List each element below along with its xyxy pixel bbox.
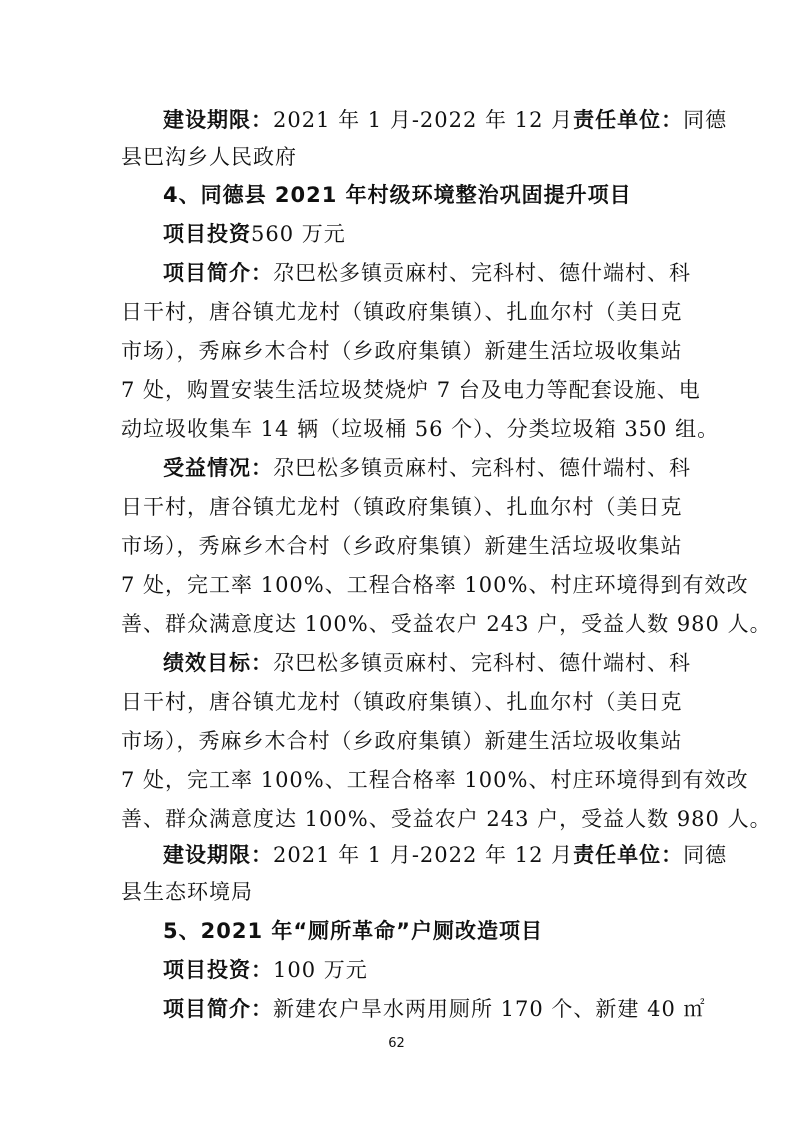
line-text: 动垃圾收集车 14 辆（垃圾桶 56 个）、分类垃圾箱 350 组。 bbox=[121, 417, 720, 441]
line-text: 县巴沟乡人民政府 bbox=[121, 145, 297, 169]
field-label: 建设期限： bbox=[163, 108, 273, 132]
paragraph-line bbox=[163, 258, 691, 288]
paragraph-line bbox=[163, 994, 706, 1024]
paragraph-line bbox=[121, 531, 683, 561]
line-text: 7 处，购置安装生活垃圾焚烧炉 7 台及电力等配套设施、电 bbox=[121, 378, 701, 402]
heading-text: 4、同德县 2021 年村级环境整治巩固提升项目 bbox=[163, 183, 632, 207]
line-text: 7 处，完工率 100%、工程合格率 100%、村庄环境得到有效改 bbox=[121, 768, 749, 792]
paragraph-line bbox=[121, 726, 683, 756]
field-label: 受益情况： bbox=[163, 456, 273, 480]
paragraph-line bbox=[121, 877, 253, 907]
line-text: 日干村，唐谷镇尤龙村（镇政府集镇）、扎血尔村（美日克 bbox=[121, 690, 683, 714]
field-label: 项目投资： bbox=[163, 958, 273, 982]
field-value: 560 万元 bbox=[251, 222, 346, 246]
field-value: 新建农户旱水两用厕所 170 个、新建 40 ㎡ bbox=[273, 997, 706, 1021]
field-value: 尕巴松多镇贡麻村、完科村、德什端村、科 bbox=[273, 456, 691, 480]
paragraph-line bbox=[163, 105, 728, 135]
paragraph-line bbox=[163, 955, 368, 985]
paragraph-line bbox=[163, 453, 691, 483]
field-value: 尕巴松多镇贡麻村、完科村、德什端村、科 bbox=[273, 651, 691, 675]
paragraph-line bbox=[121, 765, 749, 795]
paragraph-line bbox=[121, 336, 683, 366]
field-value: 2021 年 1 月-2022 年 12 月 bbox=[273, 843, 574, 867]
field-value: 同德 bbox=[683, 108, 728, 132]
paragraph-line bbox=[163, 648, 691, 678]
field-label: 项目简介： bbox=[163, 261, 273, 285]
page-number: 62 bbox=[388, 1036, 405, 1051]
line-text: 7 处，完工率 100%、工程合格率 100%、村庄环境得到有效改 bbox=[121, 573, 749, 597]
line-text: 善、群众满意度达 100%、受益农户 243 户，受益人数 980 人。 bbox=[121, 807, 772, 831]
line-text: 善、群众满意度达 100%、受益农户 243 户，受益人数 980 人。 bbox=[121, 612, 772, 636]
line-text: 县生态环境局 bbox=[121, 880, 253, 904]
paragraph-line bbox=[121, 297, 683, 327]
paragraph-line bbox=[163, 840, 728, 870]
field-value: 同德 bbox=[683, 843, 728, 867]
line-text: 日干村，唐谷镇尤龙村（镇政府集镇）、扎血尔村（美日克 bbox=[121, 495, 683, 519]
section-heading bbox=[163, 916, 543, 946]
paragraph-line bbox=[121, 492, 683, 522]
field-label: 项目投资 bbox=[163, 222, 251, 246]
line-text: 日干村，唐谷镇尤龙村（镇政府集镇）、扎血尔村（美日克 bbox=[121, 300, 683, 324]
paragraph-line bbox=[121, 687, 683, 717]
paragraph-line bbox=[121, 142, 297, 172]
field-value: 尕巴松多镇贡麻村、完科村、德什端村、科 bbox=[273, 261, 691, 285]
paragraph-line bbox=[121, 375, 701, 405]
line-text: 市场），秀麻乡木合村（乡政府集镇）新建生活垃圾收集站 bbox=[121, 729, 683, 753]
line-text: 市场），秀麻乡木合村（乡政府集镇）新建生活垃圾收集站 bbox=[121, 534, 683, 558]
field-label: 绩效目标： bbox=[163, 651, 273, 675]
paragraph-line bbox=[121, 570, 749, 600]
paragraph-line bbox=[121, 609, 772, 639]
paragraph-line bbox=[121, 804, 772, 834]
field-label: 建设期限： bbox=[163, 843, 273, 867]
paragraph-line bbox=[121, 414, 720, 444]
field-label: 责任单位： bbox=[573, 843, 684, 867]
field-label: 项目简介： bbox=[163, 997, 273, 1021]
paragraph-line bbox=[163, 219, 346, 249]
heading-text: 5、2021 年“厕所革命”户厕改造项目 bbox=[163, 919, 543, 943]
field-value: 100 万元 bbox=[273, 958, 368, 982]
line-text: 市场），秀麻乡木合村（乡政府集镇）新建生活垃圾收集站 bbox=[121, 339, 683, 363]
field-label: 责任单位： bbox=[573, 108, 684, 132]
field-value: 2021 年 1 月-2022 年 12 月 bbox=[273, 108, 574, 132]
section-heading bbox=[163, 180, 632, 210]
